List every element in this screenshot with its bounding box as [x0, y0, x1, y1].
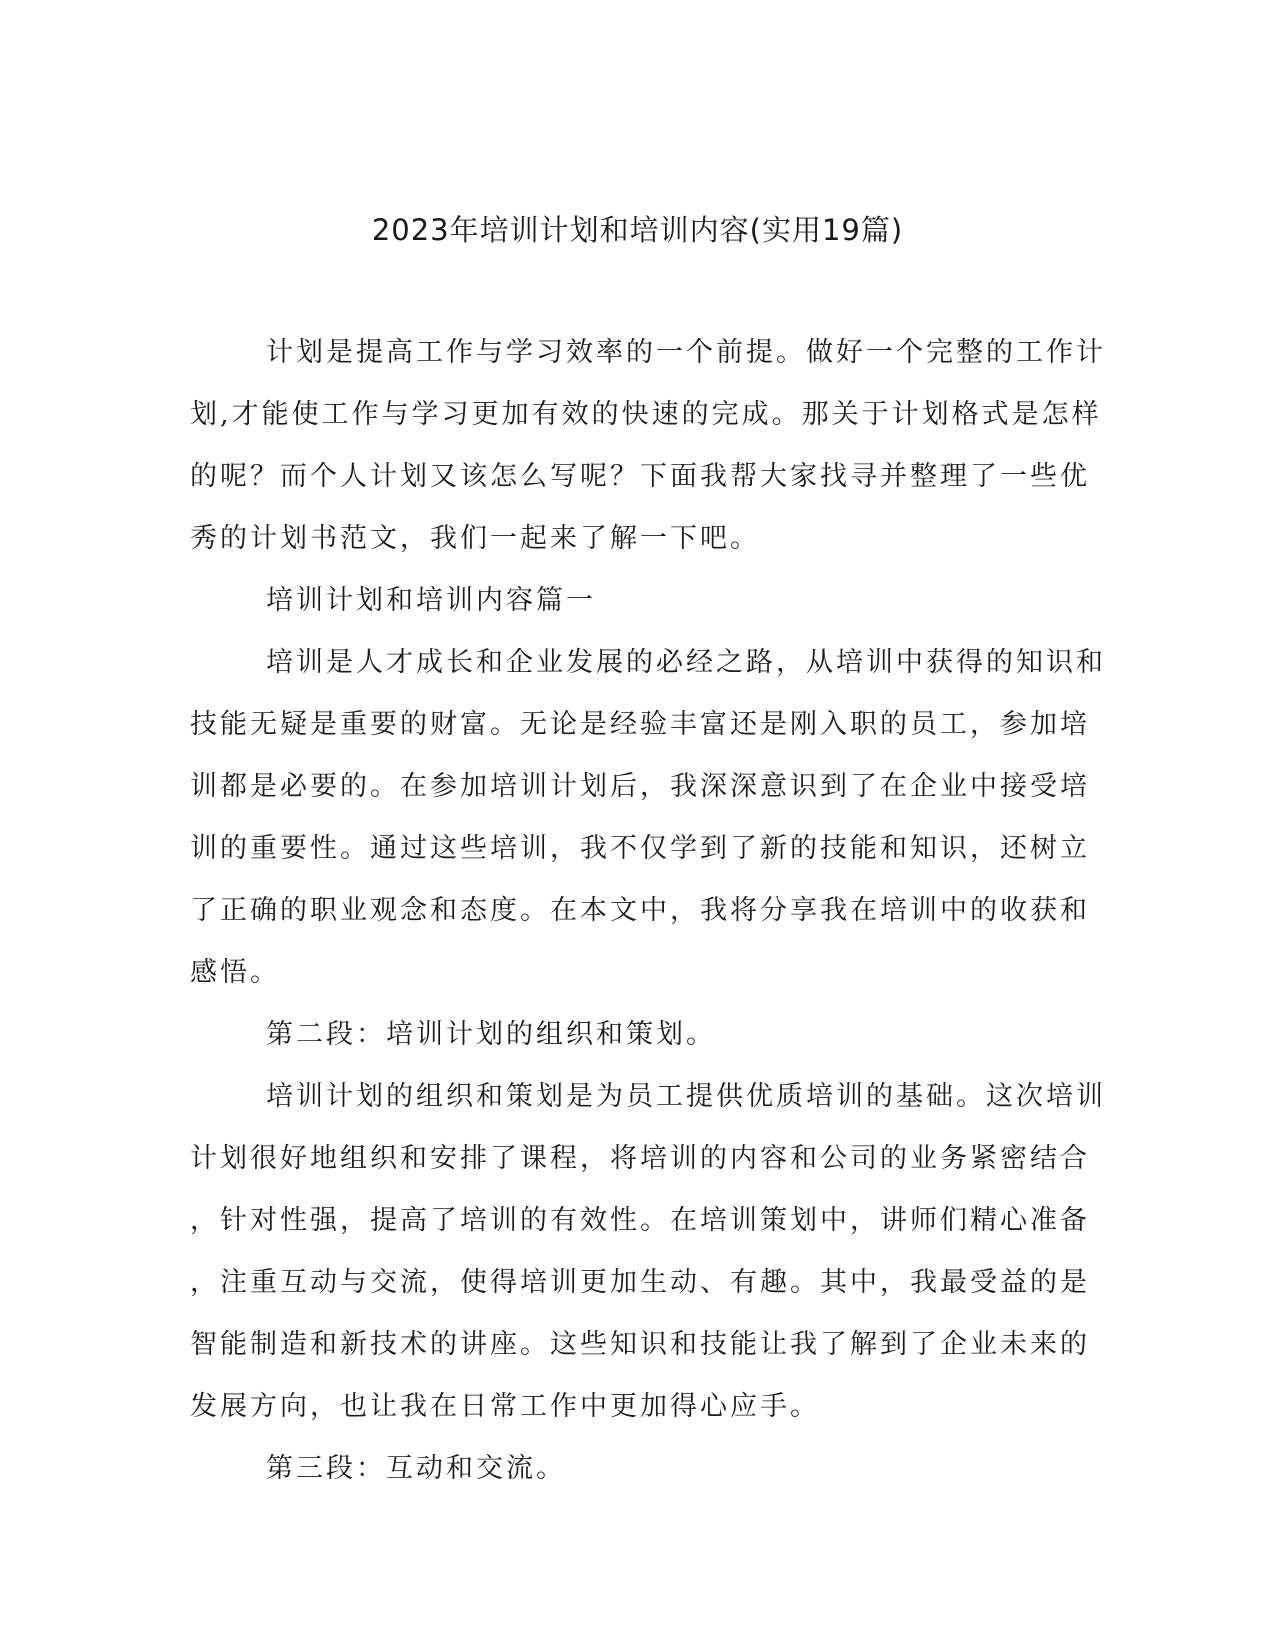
- text-line: 秀的计划书范文，我们一起来了解一下吧。: [190, 523, 760, 554]
- text-line: 培训是人才成长和企业发展的必经之路，从培训中获得的知识和: [266, 647, 1106, 678]
- text-line: 培训计划的组织和策划是为员工提供优质培训的基础。这次培训: [266, 1081, 1106, 1112]
- text-line: 智能制造和新技术的讲座。这些知识和技能让我了解到了企业未来的: [190, 1329, 1090, 1360]
- text-line: 的呢？而个人计划又该怎么写呢？下面我帮大家找寻并整理了一些优: [190, 461, 1090, 492]
- text-line: ，注重互动与交流，使得培训更加生动、有趣。其中，我最受益的是: [190, 1267, 1090, 1298]
- text-line: 划,才能使工作与学习更加有效的快速的完成。那关于计划格式是怎样: [190, 399, 1102, 430]
- text-line: 技能无疑是重要的财富。无论是经验丰富还是刚入职的员工，参加培: [190, 709, 1090, 740]
- document-body: [190, 333, 1106, 1511]
- text-line: 感悟。: [190, 957, 280, 988]
- text-line: ，针对性强，提高了培训的有效性。在培训策划中，讲师们精心准备: [190, 1205, 1090, 1236]
- text-line: 发展方向，也让我在日常工作中更加得心应手。: [190, 1391, 820, 1422]
- text-line: 计划是提高工作与学习效率的一个前提。做好一个完整的工作计: [266, 337, 1106, 368]
- text-line: 计划很好地组织和安排了课程，将培训的内容和公司的业务紧密结合: [190, 1143, 1090, 1174]
- text-line: 了正确的职业观念和态度。在本文中，我将分享我在培训中的收获和: [190, 895, 1090, 926]
- text-line: 第三段：互动和交流。: [266, 1453, 566, 1484]
- text-line: 第二段：培训计划的组织和策划。: [266, 1019, 716, 1050]
- text-line: 训的重要性。通过这些培训，我不仅学到了新的技能和知识，还树立: [190, 833, 1090, 864]
- text-line: 培训计划和培训内容篇一: [266, 585, 596, 616]
- text-line: 训都是必要的。在参加培训计划后，我深深意识到了在企业中接受培: [190, 771, 1090, 802]
- document-title: 2023年培训计划和培训内容(实用19篇): [371, 213, 904, 247]
